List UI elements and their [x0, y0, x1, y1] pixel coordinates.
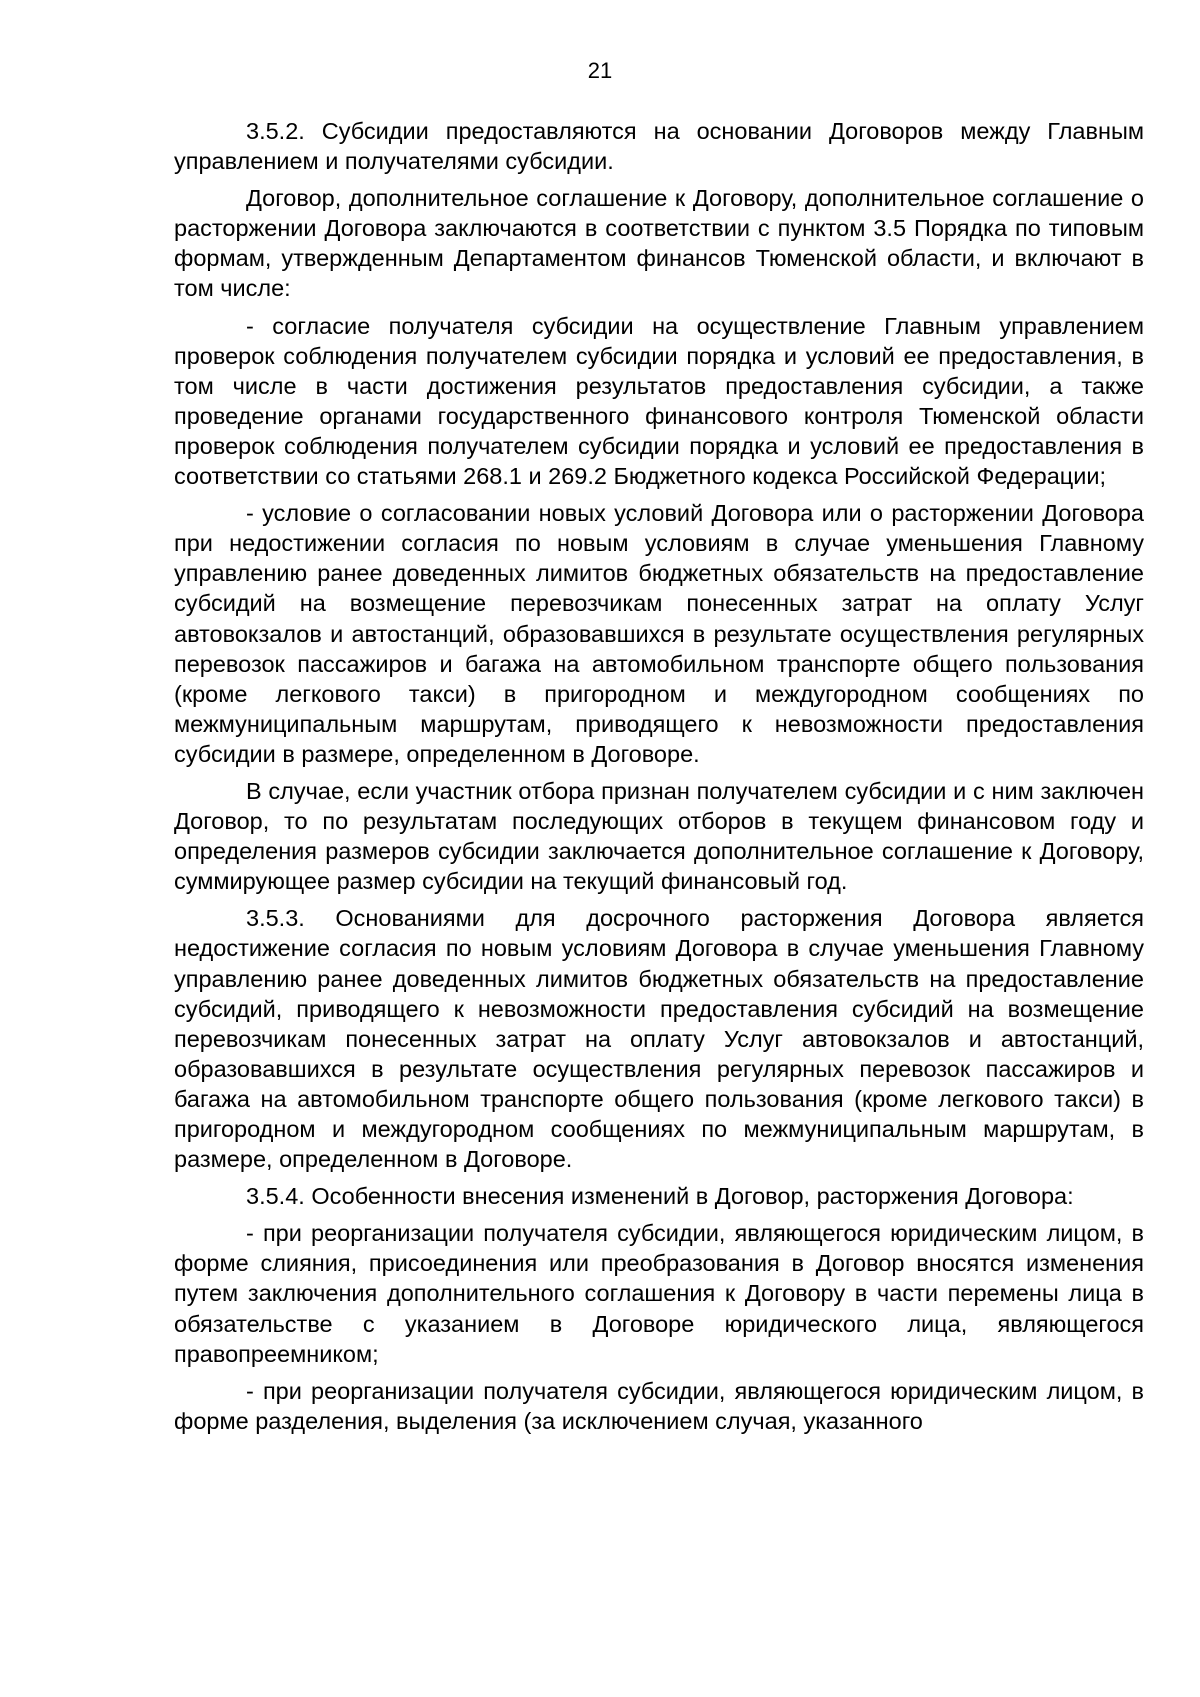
document-body: [174, 116, 1144, 1443]
page-number: 21: [587, 58, 613, 83]
paragraph-reorganization-merger: - при реорганизации получателя субсидии, являющегося юридическим лицом, в форме слияния, присоединения или преобразования в Договор вносятся изменения путем заключения дополнительного соглашения к Договору в части перемены лица в обязательстве с указанием в Договоре юридического лица, являющегося правопреемником;: [174, 1220, 1144, 1367]
paragraph-additional-agreement: В случае, если участник отбора признан получателем субсидии и с ним заключен Договор, то по результатам последующих отборов в текущем финансовом году и определения размеров субсидии заключается дополнительное соглашение к Договору, суммирующее размер субсидии на текущий финансовый год.: [174, 777, 1144, 895]
paragraph-3-5-4: 3.5.4. Особенности внесения изменений в Договор, расторжения Договора:: [246, 1183, 1074, 1210]
paragraph-3-5-2: 3.5.2. Субсидии предоставляются на основании Договоров между Главным управлением и получателями субсидии.: [174, 118, 1144, 175]
paragraph-consent-inspections: - согласие получателя субсидии на осуществление Главным управлением проверок соблюдения получателем субсидии порядка и условий ее предоставления, в том числе в части достижения результатов предоставления субсидии, а также проведение органами государственного финансового контроля Тюменской области проверок соблюдения получателем субсидии порядка и условий ее предоставления в соответствии со статьями 268.1 и 269.2 Бюджетного кодекса Российской Федерации;: [174, 312, 1144, 490]
paragraph-3-5-3: 3.5.3. Основаниями для досрочного расторжения Договора является недостижение согласия по новым условиям Договора в случае уменьшения Главному управлению ранее доведенных лимитов бюджетных обязательств на предоставление субсидий, приводящего к невозможности предоставления субсидий на возмещение перевозчикам понесенных затрат на оплату Услуг автовокзалов и автостанций, образовавшихся в результате осуществления регулярных перевозок пассажиров и багажа на автомобильном транспорте общего пользования (кроме легкового такси) в пригородном и междугородном сообщениях по межмуниципальным маршрутам, в размере, определенном в Договоре.: [174, 905, 1144, 1173]
paragraph-new-conditions: - условие о согласовании новых условий Договора или о расторжении Договора при недостижении согласия по новым условиям в случае уменьшения Главному управлению ранее доведенных лимитов бюджетных обязательств на предоставление субсидий на возмещение перевозчикам понесенных затрат на оплату Услуг автовокзалов и автостанций, образовавшихся в результате осуществления регулярных перевозок пассажиров и багажа на автомобильном транспорте общего пользования (кроме легкового такси) в пригородном и междугородном сообщениях по межмуниципальным маршрутам, приводящего к невозможности предоставления субсидии в размере, определенном в Договоре.: [174, 500, 1144, 767]
paragraph-reorganization-division: - при реорганизации получателя субсидии, являющегося юридическим лицом, в форме разделения, выделения (за исключением случая, указанного: [174, 1377, 1144, 1434]
paragraph-agreement-terms: Договор, дополнительное соглашение к Договору, дополнительное соглашение о расторжении Договора заключаются в соответствии с пунктом 3.5 Порядка по типовым формам, утвержденным Департаментом финансов Тюменской области, и включают в том числе:: [174, 185, 1144, 302]
